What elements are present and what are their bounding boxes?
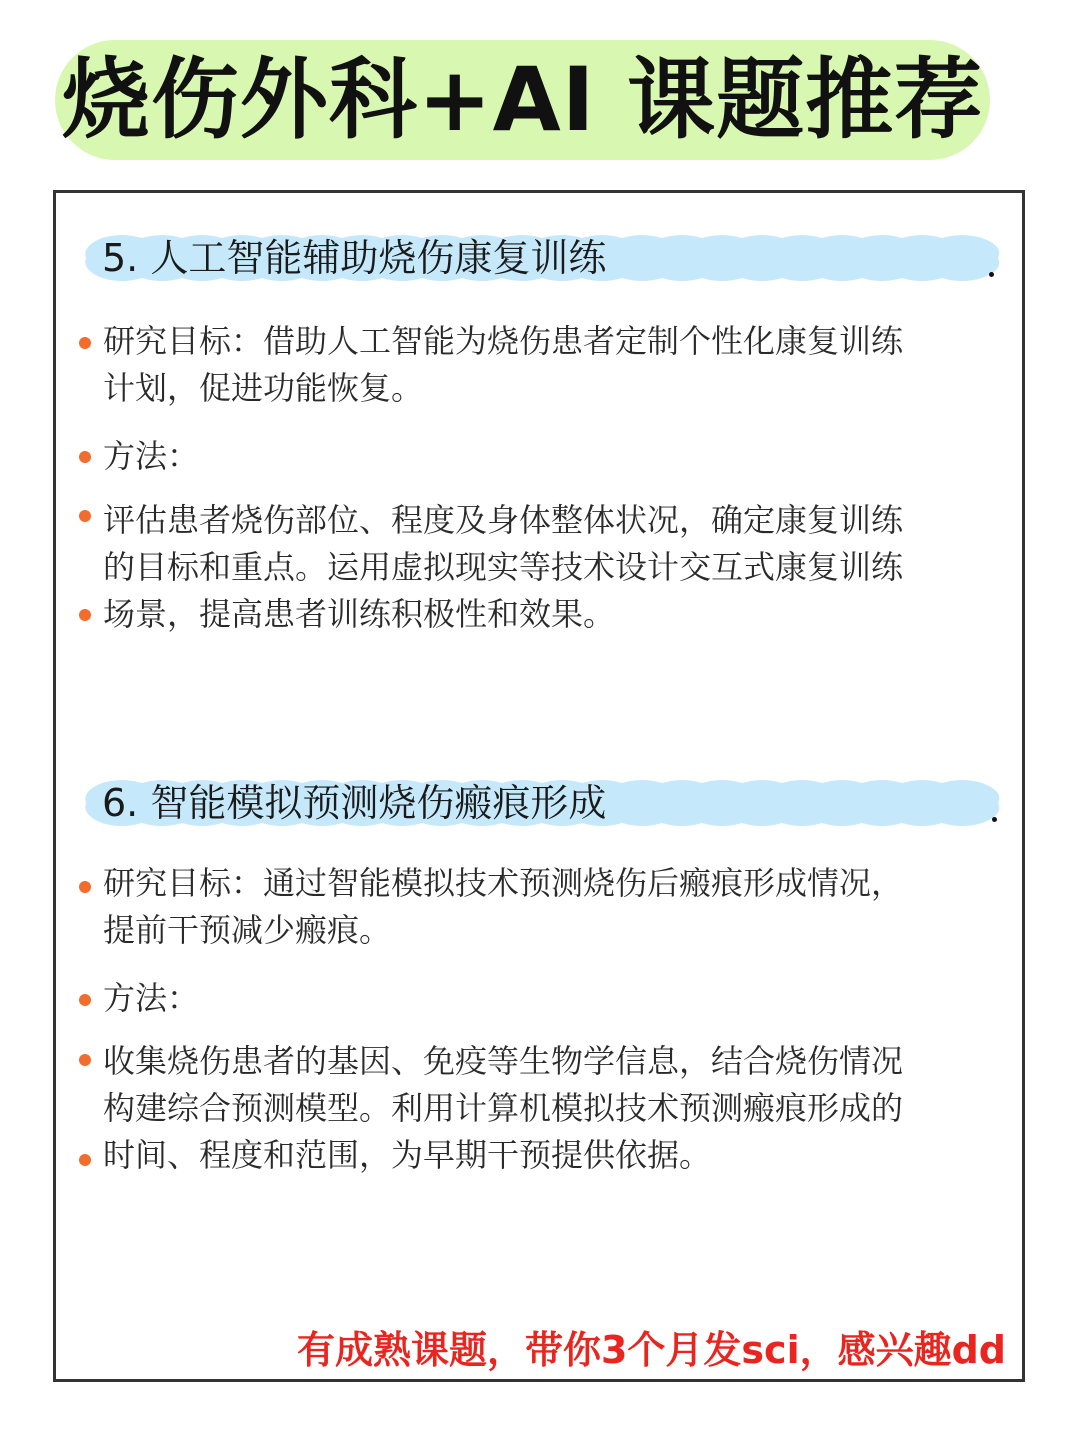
method-text: 评估患者烧伤部位、程度及身体整体状况，确定康复训练 的目标和重点。运用虚拟现实等技术设计交互式康复训练 场景，提高患者训练积极性和效果。 xyxy=(103,501,904,633)
method-label: 方法： xyxy=(103,979,200,1017)
section-header-5 xyxy=(82,232,1002,284)
header-dot xyxy=(989,272,994,277)
method-text: 收集烧伤患者的基因、免疫等生物学信息，结合烧伤情况 构建综合预测模型。利用计算机模拟技术预测瘢痕形成的 时间、程度和范围，为早期干预提供依据。 xyxy=(103,1042,904,1174)
bullet-dot xyxy=(79,881,91,893)
section-header-6 xyxy=(82,777,1002,829)
bullet-dot xyxy=(79,451,91,463)
bullet-dot xyxy=(79,609,91,621)
bullet-dot xyxy=(79,337,91,349)
bullet-dot xyxy=(79,994,91,1006)
call-to-action: 有成熟课题，带你3个月发sci，感兴趣dd xyxy=(296,1328,1006,1372)
bullet-dot xyxy=(79,1154,91,1166)
method-label: 方法： xyxy=(103,437,200,475)
page-title: 烧伤外科+AI 课题推荐 xyxy=(61,48,984,151)
header-dot xyxy=(992,817,997,822)
section-title: 5. 人工智能辅助烧伤康复训练 xyxy=(102,236,607,280)
objective-text: 研究目标：借助人工智能为烧伤患者定制个性化康复训练 计划，促进功能恢复。 xyxy=(103,322,904,407)
bullet-dot xyxy=(79,510,91,522)
section-title: 6. 智能模拟预测烧伤瘢痕形成 xyxy=(102,781,607,825)
objective-text: 研究目标：通过智能模拟技术预测烧伤后瘢痕形成情况， 提前干预减少瘢痕。 xyxy=(103,864,904,949)
bullet-dot xyxy=(79,1054,91,1066)
